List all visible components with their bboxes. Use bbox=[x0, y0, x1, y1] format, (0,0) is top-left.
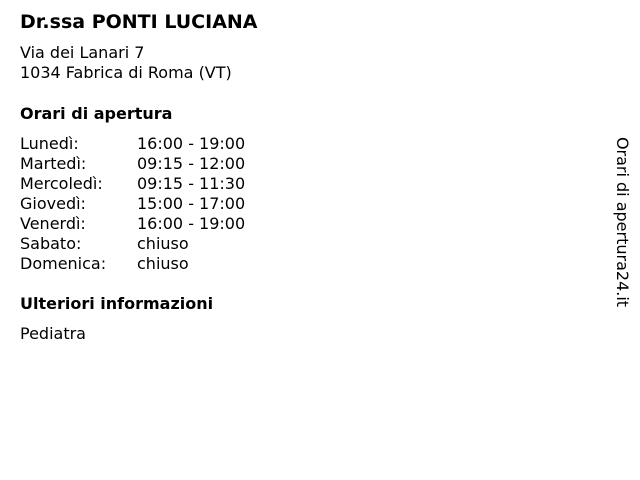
hours-day: Sabato: bbox=[20, 234, 82, 253]
hours-time: chiuso bbox=[137, 254, 189, 273]
hours-time: 16:00 - 19:00 bbox=[137, 134, 246, 153]
hours-time: 15:00 - 17:00 bbox=[137, 194, 246, 213]
hours-day: Martedì: bbox=[20, 154, 87, 173]
address-city: 1034 Fabrica di Roma (VT) bbox=[20, 63, 232, 82]
opening-hours-heading: Orari di apertura bbox=[20, 104, 173, 123]
hours-day: Domenica: bbox=[20, 254, 107, 273]
specialty-text: Pediatra bbox=[20, 324, 86, 343]
hours-time: 09:15 - 11:30 bbox=[137, 174, 246, 193]
hours-day: Lunedì: bbox=[20, 134, 79, 153]
hours-time: 09:15 - 12:00 bbox=[137, 154, 246, 173]
hours-day: Giovedì: bbox=[20, 194, 86, 213]
additional-info-heading: Ulteriori informazioni bbox=[20, 294, 214, 313]
hours-day: Mercoledì: bbox=[20, 174, 103, 193]
brand-watermark: Orari di apertura24.it bbox=[613, 136, 632, 308]
hours-time: 16:00 - 19:00 bbox=[137, 214, 246, 233]
hours-time: chiuso bbox=[137, 234, 189, 253]
address-street: Via dei Lanari 7 bbox=[20, 43, 145, 62]
address-block bbox=[20, 43, 232, 83]
hours-day: Venerdì: bbox=[20, 214, 86, 233]
page-title: Dr.ssa PONTI LUCIANA bbox=[20, 11, 258, 33]
